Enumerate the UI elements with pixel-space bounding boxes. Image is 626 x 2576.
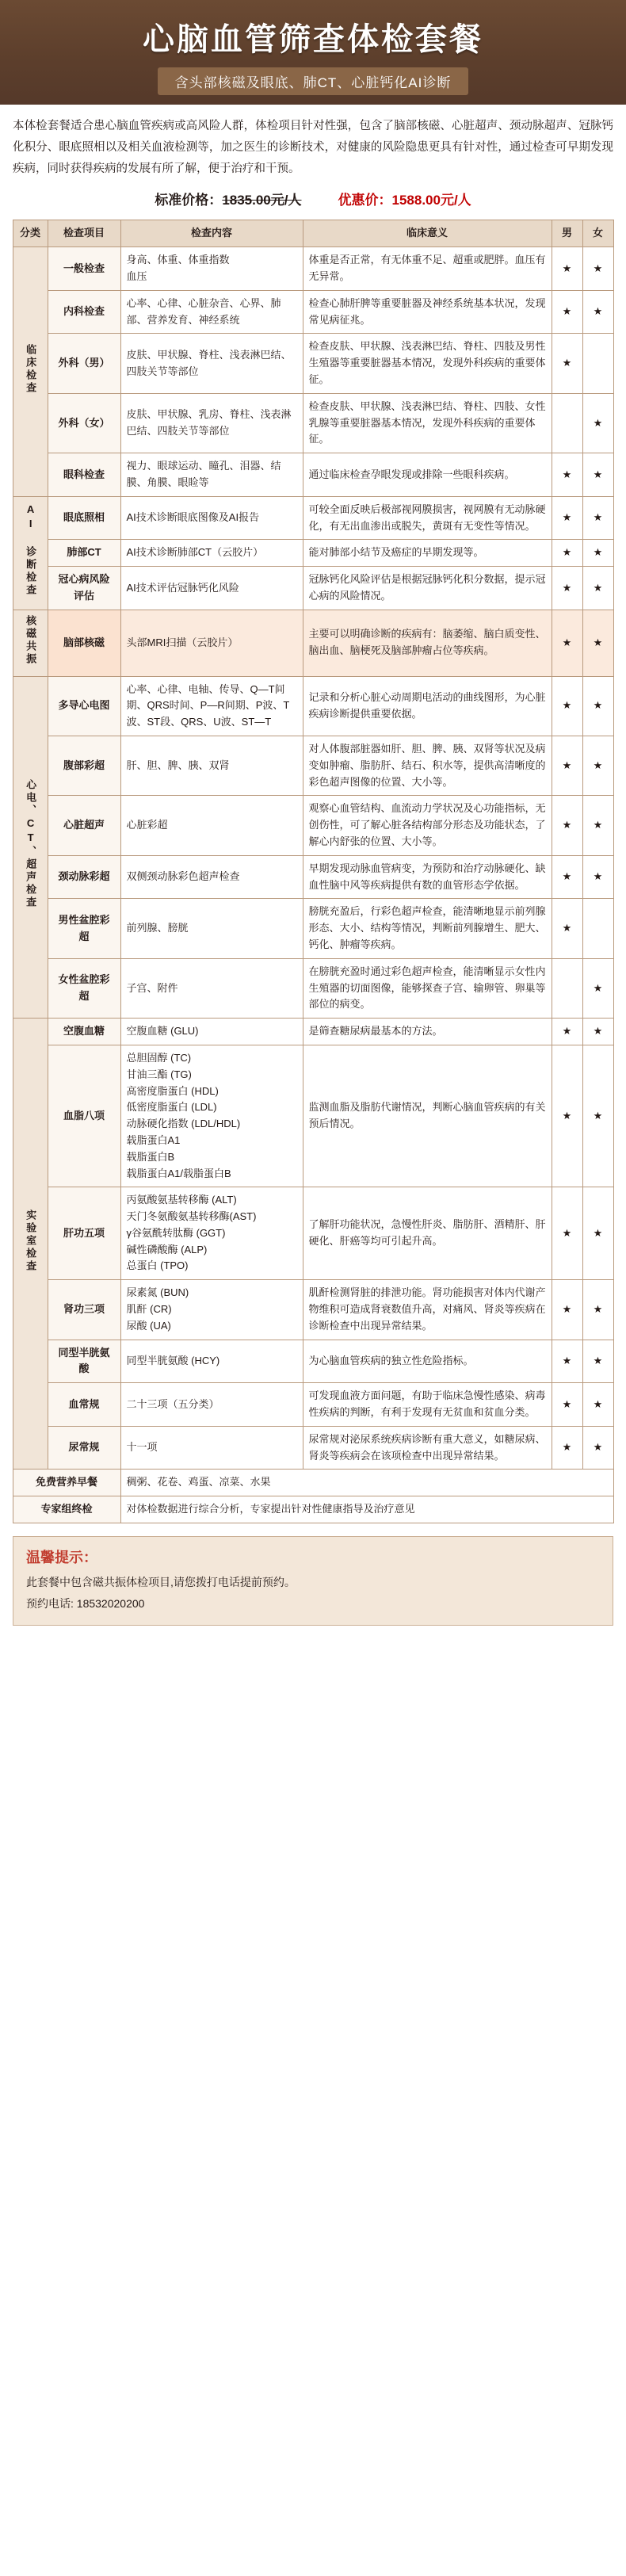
exam-item-meaning: 监测血脂及脂肪代谢情况，判断心脑血管疾病的有关预后情况。	[303, 1045, 552, 1187]
male-mark	[552, 958, 582, 1018]
table-row	[13, 1280, 613, 1340]
male-mark	[552, 393, 582, 453]
exam-item-name: 脑部核磁	[48, 610, 120, 676]
exam-item-meaning: 是筛查糖尿病最基本的方法。	[303, 1019, 552, 1045]
extra-item-content: 稠粥、花卷、鸡蛋、凉菜、水果	[120, 1470, 613, 1496]
th-male: 男	[552, 220, 582, 247]
exam-item-meaning: 检查皮肤、甲状腺、浅表淋巴结、脊柱、四肢、女性乳腺等重要脏器基本情况，发现外科疾病的重要体征。	[303, 393, 552, 453]
male-mark: ★	[552, 567, 582, 610]
exam-item-meaning: 肌酐检测肾脏的排泄功能。肾功能损害对体内代谢产物维积可造成肾衰数值升高，对痛风、肾炎等疾病在诊断检查中出现异常结果。	[303, 1280, 552, 1340]
exam-item-name: 空腹血糖	[48, 1019, 120, 1045]
table-row	[13, 1187, 613, 1280]
male-mark: ★	[552, 1426, 582, 1470]
female-mark	[582, 899, 613, 958]
female-mark: ★	[582, 676, 613, 736]
exam-item-content: 丙氨酸氨基转移酶 (ALT) 天门冬氨酸氨基转移酶(AST) γ谷氨酰转肽酶 (GGT) 碱性磷酸酶 (ALP) 总蛋白 (TPO)	[120, 1187, 303, 1280]
standard-price-label: 标准价格：	[155, 193, 223, 208]
male-mark: ★	[552, 676, 582, 736]
male-mark: ★	[552, 540, 582, 567]
female-mark: ★	[582, 855, 613, 899]
exam-item-name: 一般检查	[48, 247, 120, 291]
category-label: AI 诊断检查	[25, 503, 37, 598]
table-head	[13, 220, 613, 247]
table-row	[13, 1045, 613, 1187]
extra-item-content: 对体检数据进行综合分析，专家提出针对性健康指导及治疗意见	[120, 1496, 613, 1523]
category-cell	[13, 1019, 48, 1470]
table-header-row	[13, 220, 613, 247]
exam-item-content: AI技术评估冠脉钙化风险	[120, 567, 303, 610]
female-mark: ★	[582, 1426, 613, 1470]
exam-item-content: 身高、体重、体重指数 血压	[120, 247, 303, 291]
exam-item-content: 总胆固醇 (TC) 甘油三酯 (TG) 高密度脂蛋白 (HDL) 低密度脂蛋白 (LDL) 动脉硬化指数 (LDL/HDL) 载脂蛋白A1 载脂蛋白B 载脂蛋白A1/载脂蛋白B	[120, 1045, 303, 1187]
exam-item-name: 肝功五项	[48, 1187, 120, 1280]
extra-item-name: 专家组终检	[13, 1496, 120, 1523]
exam-item-name: 外科（男）	[48, 334, 120, 393]
table-row	[13, 1426, 613, 1470]
female-mark: ★	[582, 290, 613, 334]
exam-item-name: 眼底照相	[48, 496, 120, 540]
exam-item-content: 肝、胆、脾、胰、双肾	[120, 736, 303, 795]
exam-item-meaning: 能对肺部小结节及癌症的早期发现等。	[303, 540, 552, 567]
exam-item-meaning: 为心脑血管疾病的独立性危险指标。	[303, 1340, 552, 1383]
discount-price-label: 优惠价：	[338, 193, 392, 208]
exam-item-meaning: 早期发现动脉血管病变，为预防和治疗动脉硬化、缺血性脑中风等疾病提供有数的血管形态学依据。	[303, 855, 552, 899]
male-mark: ★	[552, 736, 582, 795]
exam-item-content: 二十三项（五分类）	[120, 1383, 303, 1427]
exam-item-content: 视力、眼球运动、瞳孔、泪器、结膜、角膜、眼睑等	[120, 453, 303, 497]
tips-line-1: 此套餐中包含磁共振体检项目,请您拨打电话提前预约。	[26, 1576, 296, 1589]
discount-price	[338, 189, 471, 208]
tips-title: 温馨提示：	[26, 1550, 97, 1566]
page-title: 心脑血管筛查体检套餐	[143, 22, 483, 57]
exam-item-name: 同型半胱氨酸	[48, 1340, 120, 1383]
exam-item-content: 皮肤、甲状腺、乳房、脊柱、浅表淋巴结、四肢关节等部位	[120, 393, 303, 453]
table-row	[13, 676, 613, 736]
table-row	[13, 796, 613, 855]
exam-item-content: 同型半胱氨酸 (HCY)	[120, 1340, 303, 1383]
exam-item-content: 尿素氮 (BUN) 肌酐 (CR) 尿酸 (UA)	[120, 1280, 303, 1340]
male-mark: ★	[552, 290, 582, 334]
standard-price	[155, 189, 301, 208]
exam-item-meaning: 了解肝功能状况，急慢性肝炎、脂肪肝、酒精肝、肝硬化、肝癌等均可引起升高。	[303, 1187, 552, 1280]
th-female: 女	[582, 220, 613, 247]
tips-line-2: 预约电话: 18532020200	[26, 1596, 145, 1610]
exam-item-content: 头部MRI扫描（云胶片）	[120, 610, 303, 676]
category-label: 核磁共振	[25, 614, 37, 666]
category-label: 心电、CT、超声检查	[25, 779, 37, 910]
exam-item-name: 肾功三项	[48, 1280, 120, 1340]
exam-item-meaning: 对人体腹部脏器如肝、胆、脾、胰、双肾等状况及病变如肿瘤、脂肪肝、结石、积水等，提供高清晰度的彩色超声图像的位置、大小等。	[303, 736, 552, 795]
table-row	[13, 899, 613, 958]
exam-item-content: 皮肤、甲状腺、脊柱、浅表淋巴结、四肢关节等部位	[120, 334, 303, 393]
exam-item-name: 多导心电图	[48, 676, 120, 736]
exam-item-name: 腹部彩超	[48, 736, 120, 795]
tips-box	[13, 1536, 613, 1626]
table-row	[13, 453, 613, 497]
table-row	[13, 1470, 613, 1496]
category-cell	[13, 676, 48, 1019]
table-row	[13, 1340, 613, 1383]
female-mark: ★	[582, 1019, 613, 1045]
female-mark: ★	[582, 1340, 613, 1383]
th-meaning: 临床意义	[303, 220, 552, 247]
exam-item-name: 血常规	[48, 1383, 120, 1427]
female-mark: ★	[582, 496, 613, 540]
exam-item-meaning: 主要可以明确诊断的疾病有：脑萎缩、脑白质变性、脑出血、脑梗死及脑部肿瘤占位等疾病。	[303, 610, 552, 676]
extra-item-name: 免费营养早餐	[13, 1470, 120, 1496]
category-cell	[13, 496, 48, 610]
exam-item-name: 尿常规	[48, 1426, 120, 1470]
male-mark: ★	[552, 496, 582, 540]
exam-item-meaning: 尿常规对泌尿系统疾病诊断有重大意义，如糖尿病、肾炎等疾病会在该项检查中出现异常结果。	[303, 1426, 552, 1470]
page-subtitle: 含头部核磁及眼底、肺CT、心脏钙化AI诊断	[158, 67, 469, 95]
male-mark: ★	[552, 1340, 582, 1383]
male-mark: ★	[552, 1045, 582, 1187]
table-row	[13, 393, 613, 453]
category-cell	[13, 610, 48, 676]
exam-item-content: 子宫、附件	[120, 958, 303, 1018]
table-body	[13, 247, 613, 1523]
table-row	[13, 610, 613, 676]
price-row	[0, 184, 626, 220]
category-label: 实验室检查	[25, 1209, 37, 1273]
exam-item-name: 心脏超声	[48, 796, 120, 855]
exam-item-content: 心率、心律、心脏杂音、心界、肺部、营养发育、神经系统	[120, 290, 303, 334]
exam-item-content: AI技术诊断肺部CT（云胶片）	[120, 540, 303, 567]
male-mark: ★	[552, 1019, 582, 1045]
table-row	[13, 855, 613, 899]
male-mark: ★	[552, 796, 582, 855]
female-mark: ★	[582, 796, 613, 855]
table-row	[13, 1383, 613, 1427]
female-mark: ★	[582, 1045, 613, 1187]
table-row	[13, 567, 613, 610]
female-mark: ★	[582, 1187, 613, 1280]
female-mark: ★	[582, 610, 613, 676]
exam-item-meaning: 检查心肺肝脾等重要脏器及神经系统基本状况，发现常见病征兆。	[303, 290, 552, 334]
female-mark: ★	[582, 393, 613, 453]
female-mark: ★	[582, 453, 613, 497]
table-row	[13, 1019, 613, 1045]
male-mark: ★	[552, 1187, 582, 1280]
table-row	[13, 290, 613, 334]
exam-item-meaning: 可发现血液方面问题，有助于临床急慢性感染、病毒性疾病的判断，有利于发现有无贫血和贫血分类。	[303, 1383, 552, 1427]
exam-item-name: 颈动脉彩超	[48, 855, 120, 899]
male-mark: ★	[552, 334, 582, 393]
exam-item-content: 十一项	[120, 1426, 303, 1470]
exam-item-meaning: 记录和分析心脏心动周期电活动的曲线图形，为心脏疾病诊断提供重要依据。	[303, 676, 552, 736]
category-cell	[13, 247, 48, 497]
exam-item-meaning: 膀胱充盈后，行彩色超声检查，能清晰地显示前列腺形态、大小、结构等情况，判断前列腺增生、肥大、钙化、肿瘤等疾病。	[303, 899, 552, 958]
table-row	[13, 958, 613, 1018]
exam-item-meaning: 冠脉钙化风险评估是根据冠脉钙化积分数据，提示冠心病的风险情况。	[303, 567, 552, 610]
exam-item-name: 外科（女）	[48, 393, 120, 453]
exam-item-content: 前列腺、膀胱	[120, 899, 303, 958]
male-mark: ★	[552, 1280, 582, 1340]
page-header	[0, 0, 626, 105]
discount-price-value: 1588.00元/人	[391, 193, 471, 208]
male-mark: ★	[552, 855, 582, 899]
standard-price-value: 1835.00元/人	[222, 193, 302, 208]
exam-item-meaning: 观察心血管结构、血流动力学状况及心功能指标，无创伤性，可了解心脏各结构部分形态及功能状态，了解心内舒张的位置、大小等。	[303, 796, 552, 855]
exam-item-name: 男性盆腔彩超	[48, 899, 120, 958]
female-mark: ★	[582, 247, 613, 291]
female-mark: ★	[582, 567, 613, 610]
intro-paragraph: 本体检套餐适合患心脑血管疾病或高风险人群，体检项目针对性强，包含了脑部核磁、心脏超声、颈动脉超声、冠脉钙化积分、眼底照相以及相关血液检测等，加之医生的诊断技术，对健康的风险隐患更具有针对性，通过检查可早期发现疾病，同时获得疾病的发展有所了解，便于治疗和干预。	[13, 120, 613, 175]
male-mark: ★	[552, 247, 582, 291]
th-item: 检查项目	[48, 220, 120, 247]
female-mark: ★	[582, 958, 613, 1018]
female-mark	[582, 334, 613, 393]
exam-item-name: 冠心病风险评估	[48, 567, 120, 610]
exam-item-meaning: 检查皮肤、甲状腺、浅表淋巴结、脊柱、四肢及男性生殖器等重要脏器基本情况，发现外科疾病的重要体征。	[303, 334, 552, 393]
female-mark: ★	[582, 540, 613, 567]
exam-item-content: 空腹血糖 (GLU)	[120, 1019, 303, 1045]
table-row	[13, 736, 613, 795]
exam-item-content: 双侧颈动脉彩色超声检查	[120, 855, 303, 899]
th-content: 检查内容	[120, 220, 303, 247]
exam-item-meaning: 通过临床检查孕眼发现或排除一些眼科疾病。	[303, 453, 552, 497]
exam-item-name: 血脂八项	[48, 1045, 120, 1187]
category-label: 临床检查	[25, 343, 37, 395]
exam-item-meaning: 可较全面反映后极部视网膜损害，视网膜有无动脉硬化，有无出血渗出或脱失，黄斑有无变性等情况。	[303, 496, 552, 540]
male-mark: ★	[552, 899, 582, 958]
female-mark: ★	[582, 1280, 613, 1340]
female-mark: ★	[582, 1383, 613, 1427]
exam-item-content: 心率、心律、电轴、传导、Q—T间期、QRS时间、P—R间期、P波、T波、ST段、QRS、U波、ST—T	[120, 676, 303, 736]
exam-item-name: 女性盆腔彩超	[48, 958, 120, 1018]
male-mark: ★	[552, 1383, 582, 1427]
exam-item-meaning: 体重是否正常，有无体重不足、超重或肥胖。血压有无异常。	[303, 247, 552, 291]
th-category: 分类	[13, 220, 48, 247]
exam-item-name: 眼科检查	[48, 453, 120, 497]
exam-item-meaning: 在膀胱充盈时通过彩色超声检查，能清晰显示女性内生殖器的切面图像，能够探查子宫、输卵管、卵巢等部位的病变。	[303, 958, 552, 1018]
package-table	[13, 220, 614, 1523]
exam-item-content: AI技术诊断眼底图像及AI报告	[120, 496, 303, 540]
table-row	[13, 247, 613, 291]
exam-item-content: 心脏彩超	[120, 796, 303, 855]
female-mark: ★	[582, 736, 613, 795]
table-row	[13, 334, 613, 393]
exam-item-name: 内科检查	[48, 290, 120, 334]
male-mark: ★	[552, 453, 582, 497]
table-row	[13, 496, 613, 540]
male-mark: ★	[552, 610, 582, 676]
exam-item-name: 肺部CT	[48, 540, 120, 567]
table-row	[13, 540, 613, 567]
table-row	[13, 1496, 613, 1523]
